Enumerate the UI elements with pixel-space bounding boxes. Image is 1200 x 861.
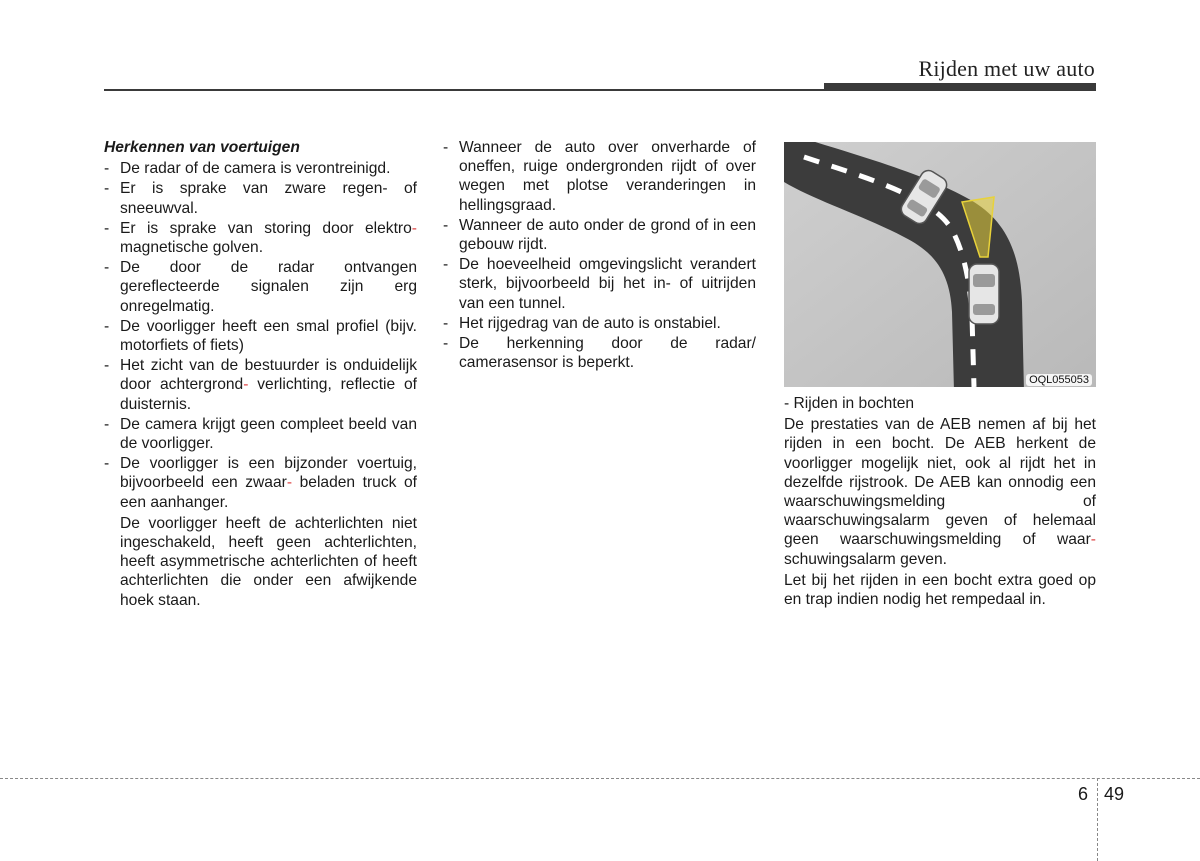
condition-list <box>104 159 417 512</box>
right-column <box>784 394 1096 611</box>
middle-column <box>443 138 756 373</box>
condition-list <box>443 138 756 372</box>
page-number: 49 <box>1104 784 1125 804</box>
list-item: - Er is sprake van zware regen- of sneeuwval. <box>104 179 417 217</box>
list-item: - Het rijgedrag van de auto is onstabiel. <box>443 314 756 333</box>
header-rule <box>104 89 826 91</box>
list-item: - Wanneer de auto onder de grond of in een gebouw rijdt. <box>443 216 756 254</box>
road-curve-image <box>784 142 1096 387</box>
list-item: - De voorligger is een bijzonder voertuig, bijvoorbeeld een zwaar- beladen truck of een aanhanger. <box>104 454 417 512</box>
list-item: - De camera krijgt geen compleet beeld van de voorligger. <box>104 415 417 453</box>
list-item: - De herkenning door de radar/ camerasensor is beperkt. <box>443 334 756 372</box>
left-column <box>104 138 417 610</box>
list-item: - De hoeveelheid omgevingslicht verandert sterk, bijvoorbeeld bij het in- of uitrijden van een tunnel. <box>443 255 756 313</box>
footer-divider <box>0 778 1200 779</box>
list-item: - De door de radar ontvangen gereflecteerde signalen zijn erg onregelmatig. <box>104 258 417 316</box>
list-item: - De voorligger heeft een smal profiel (bijv. motorfiets of fiets) <box>104 317 417 355</box>
figure-code: OQL055053 <box>1026 374 1092 386</box>
list-item: - Wanneer de auto over onverharde of oneffen, ruige ondergronden rijdt of over wegen met plotse veranderingen in hellingsgraad. <box>443 138 756 215</box>
section-heading: Herkennen van voertuigen <box>104 139 300 156</box>
page-header-title: Rijden met uw auto <box>918 56 1095 81</box>
own-car-icon <box>969 264 999 324</box>
sub-paragraph: De voorligger heeft de achterlichten niet ingeschakeld, heeft geen achterlichten, heeft asymmetrische achterlichten of heeft achterlichten die onder een afwijkende hoek staan. <box>120 514 417 609</box>
list-item: - Het zicht van de bestuurder is onduidelijk door achtergrond- verlichting, reflectie of duisternis. <box>104 356 417 414</box>
header-rule-accent <box>824 83 1096 91</box>
list-item: - De radar of de camera is verontreinigd. <box>104 159 417 178</box>
footer-vertical-divider <box>1097 778 1098 861</box>
figure-caption-item: - Rijden in bochten <box>784 395 915 412</box>
body-paragraph: De prestaties van de AEB nemen af bij het rijden in een bocht. De AEB herkent de voorligger mogelijk niet, ook al rijdt het in dezelfde rijstrook. De AEB kan onnodig een waarschuwingsmelding of waarschuwingsalarm geven of helemaal geen waarschuwingsmelding of waar- schuwingsalarm geven. <box>784 416 1096 568</box>
list-item: - Er is sprake van storing door elektro- magnetische golven. <box>104 219 417 257</box>
chapter-number: 6 <box>1078 784 1089 804</box>
curve-illustration <box>784 142 1096 387</box>
body-paragraph: Let bij het rijden in een bocht extra goed op en trap indien nodig het rempedaal in. <box>784 571 1096 609</box>
